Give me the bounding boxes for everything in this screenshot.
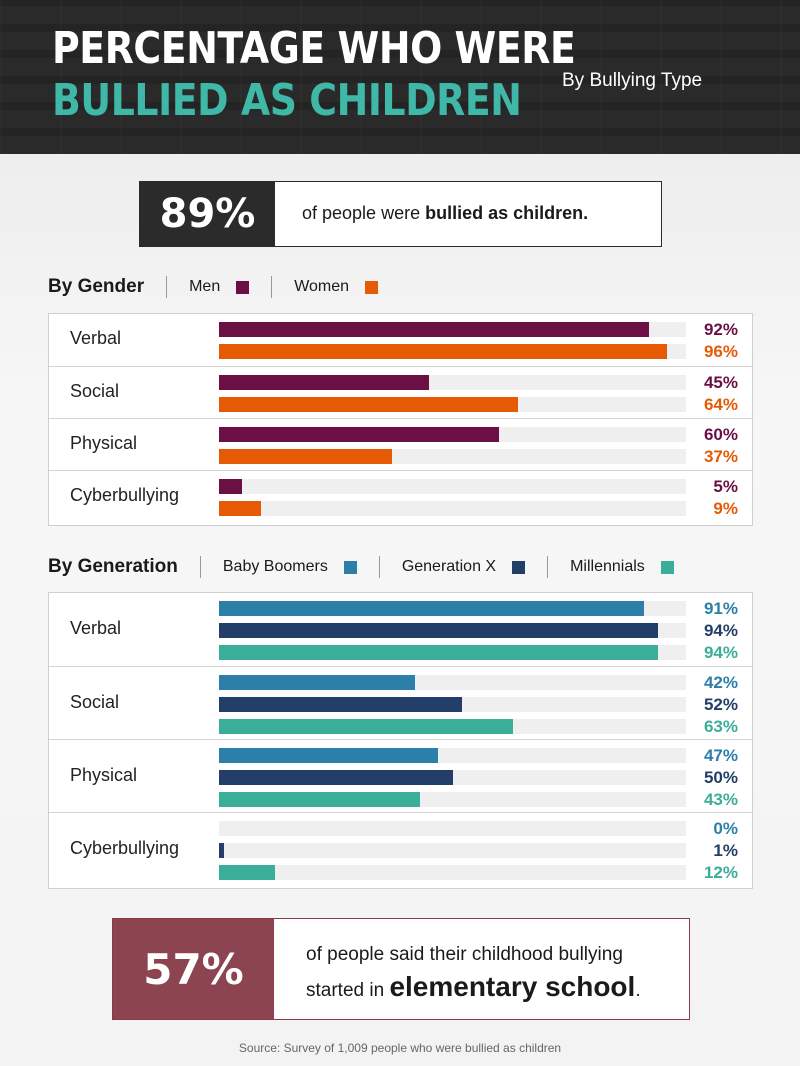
value-label-millennials-verbal: 94% [703, 643, 738, 662]
value-label-women-social: 64% [703, 395, 738, 414]
legend-item-women [294, 278, 378, 296]
subtitle: By Bullying Type [562, 70, 703, 91]
category-row-social [49, 666, 752, 740]
gender-chart-panel [48, 313, 753, 526]
legend-item-baby-boomers [223, 558, 357, 576]
value-label-men-social: 45% [703, 373, 738, 392]
stat-elementary-line2-bold: elementary school [389, 971, 636, 1002]
bar-millennials-verbal [219, 645, 658, 660]
bar-track [219, 792, 686, 807]
bar-men-social [219, 375, 429, 390]
value-label-generation-x-cyberbullying: 1% [713, 841, 738, 860]
bar-track [219, 427, 686, 442]
bar-track [219, 322, 686, 337]
legend-gender [48, 273, 378, 301]
legend-label: Generation X [401, 558, 497, 575]
legend-swatch [661, 561, 674, 574]
bar-track [219, 770, 686, 785]
bar-women-cyberbullying [219, 501, 261, 516]
legend-divider [547, 556, 548, 578]
legend-item-generation-x [402, 558, 525, 576]
bar-track [219, 675, 686, 690]
bar-men-verbal [219, 322, 649, 337]
bar-women-social [219, 397, 518, 412]
value-label-baby-boomers-cyberbullying: 0% [713, 819, 738, 838]
bar-baby-boomers-physical [219, 748, 438, 763]
legend-title: By Gender [48, 276, 145, 297]
category-row-cyberbullying [49, 470, 752, 523]
category-label: Social [70, 691, 120, 712]
category-row-cyberbullying [49, 812, 752, 886]
legend-swatch [236, 281, 249, 294]
category-row-verbal [49, 314, 752, 366]
category-row-physical [49, 739, 752, 813]
value-label-women-physical: 37% [703, 447, 738, 466]
value-label-baby-boomers-social: 42% [703, 673, 738, 692]
bar-baby-boomers-social [219, 675, 415, 690]
bar-track [219, 843, 686, 858]
bar-millennials-physical [219, 792, 420, 807]
bar-generation-x-social [219, 697, 462, 712]
bar-generation-x-verbal [219, 623, 658, 638]
category-label: Verbal [70, 328, 122, 348]
category-label: Verbal [70, 617, 122, 638]
bar-women-verbal [219, 344, 667, 359]
title-line-2: BULLIED AS CHILDREN [52, 75, 522, 126]
legend-label: Men [189, 278, 221, 295]
value-label-men-cyberbullying: 5% [713, 477, 738, 496]
header-banner [0, 0, 800, 154]
bar-track [219, 601, 686, 616]
value-label-generation-x-verbal: 94% [703, 621, 738, 640]
legend-divider [271, 276, 272, 298]
legend-divider [166, 276, 167, 298]
bar-track [219, 501, 686, 516]
value-label-generation-x-physical: 50% [703, 768, 738, 787]
bar-track [219, 375, 686, 390]
value-label-women-verbal: 96% [703, 342, 738, 361]
category-row-verbal [49, 593, 752, 666]
legend-divider [379, 556, 380, 578]
bar-women-physical [219, 449, 392, 464]
stat-elementary-line2-plain: started in [306, 980, 390, 1001]
bar-track [219, 748, 686, 763]
category-label: Physical [70, 764, 138, 785]
bar-millennials-cyberbullying [219, 865, 275, 880]
stat-elementary-line2-end: . [635, 980, 641, 1001]
value-label-millennials-cyberbullying: 12% [703, 863, 738, 882]
stat-bullied-text-bold: bullied as children. [425, 203, 589, 223]
value-label-women-cyberbullying: 9% [713, 499, 738, 518]
bar-track [219, 479, 686, 494]
category-row-physical [49, 418, 752, 471]
bar-track [219, 344, 686, 359]
bar-track [219, 645, 686, 660]
legend-label: Baby Boomers [222, 558, 328, 575]
value-label-baby-boomers-physical: 47% [703, 746, 738, 765]
category-label: Social [70, 381, 120, 401]
legend-item-men [189, 278, 249, 296]
bar-men-cyberbullying [219, 479, 242, 494]
legend-label: Women [294, 278, 350, 295]
bar-baby-boomers-verbal [219, 601, 644, 616]
source-note: Source: Survey of 1,009 people who were bullied as children [238, 1041, 562, 1055]
bar-track [219, 697, 686, 712]
bar-track [219, 397, 686, 412]
bar-millennials-social [219, 719, 513, 734]
value-label-men-verbal: 92% [703, 320, 738, 339]
category-label: Cyberbullying [70, 485, 180, 505]
value-label-millennials-social: 63% [703, 717, 738, 736]
value-label-baby-boomers-verbal: 91% [703, 599, 738, 618]
legend-swatch [365, 281, 378, 294]
bar-track [219, 449, 686, 464]
legend-item-millennials [570, 558, 674, 576]
bar-track [219, 719, 686, 734]
category-row-social [49, 366, 752, 419]
legend-swatch [512, 561, 525, 574]
legend-label: Millennials [570, 558, 645, 575]
value-label-generation-x-social: 52% [703, 695, 738, 714]
bar-track [219, 821, 686, 836]
category-label: Cyberbullying [70, 837, 180, 858]
value-label-men-physical: 60% [703, 425, 738, 444]
stat-bullied-text-plain: of people were [302, 203, 426, 223]
category-label: Physical [70, 433, 138, 453]
bar-men-physical [219, 427, 499, 442]
stat-elementary-line1: of people said their childhood bullying [306, 944, 623, 965]
stat-elementary-box [112, 918, 690, 1020]
value-label-millennials-physical: 43% [703, 790, 738, 809]
bar-track [219, 623, 686, 638]
stat-bullied-value: 89% [140, 182, 275, 246]
stat-bullied-box [139, 181, 662, 247]
title-line-1: PERCENTAGE WHO WERE [52, 23, 576, 74]
legend-title: By Generation [48, 556, 178, 577]
legend-generation [48, 553, 674, 581]
bar-generation-x-cyberbullying [219, 843, 224, 858]
legend-divider [200, 556, 201, 578]
bar-track [219, 865, 686, 880]
stat-bullied-text [302, 203, 588, 224]
bar-generation-x-physical [219, 770, 453, 785]
generation-chart-panel [48, 592, 753, 889]
stat-elementary-value: 57% [113, 919, 274, 1019]
stat-elementary-text [306, 939, 641, 1007]
legend-swatch [344, 561, 357, 574]
